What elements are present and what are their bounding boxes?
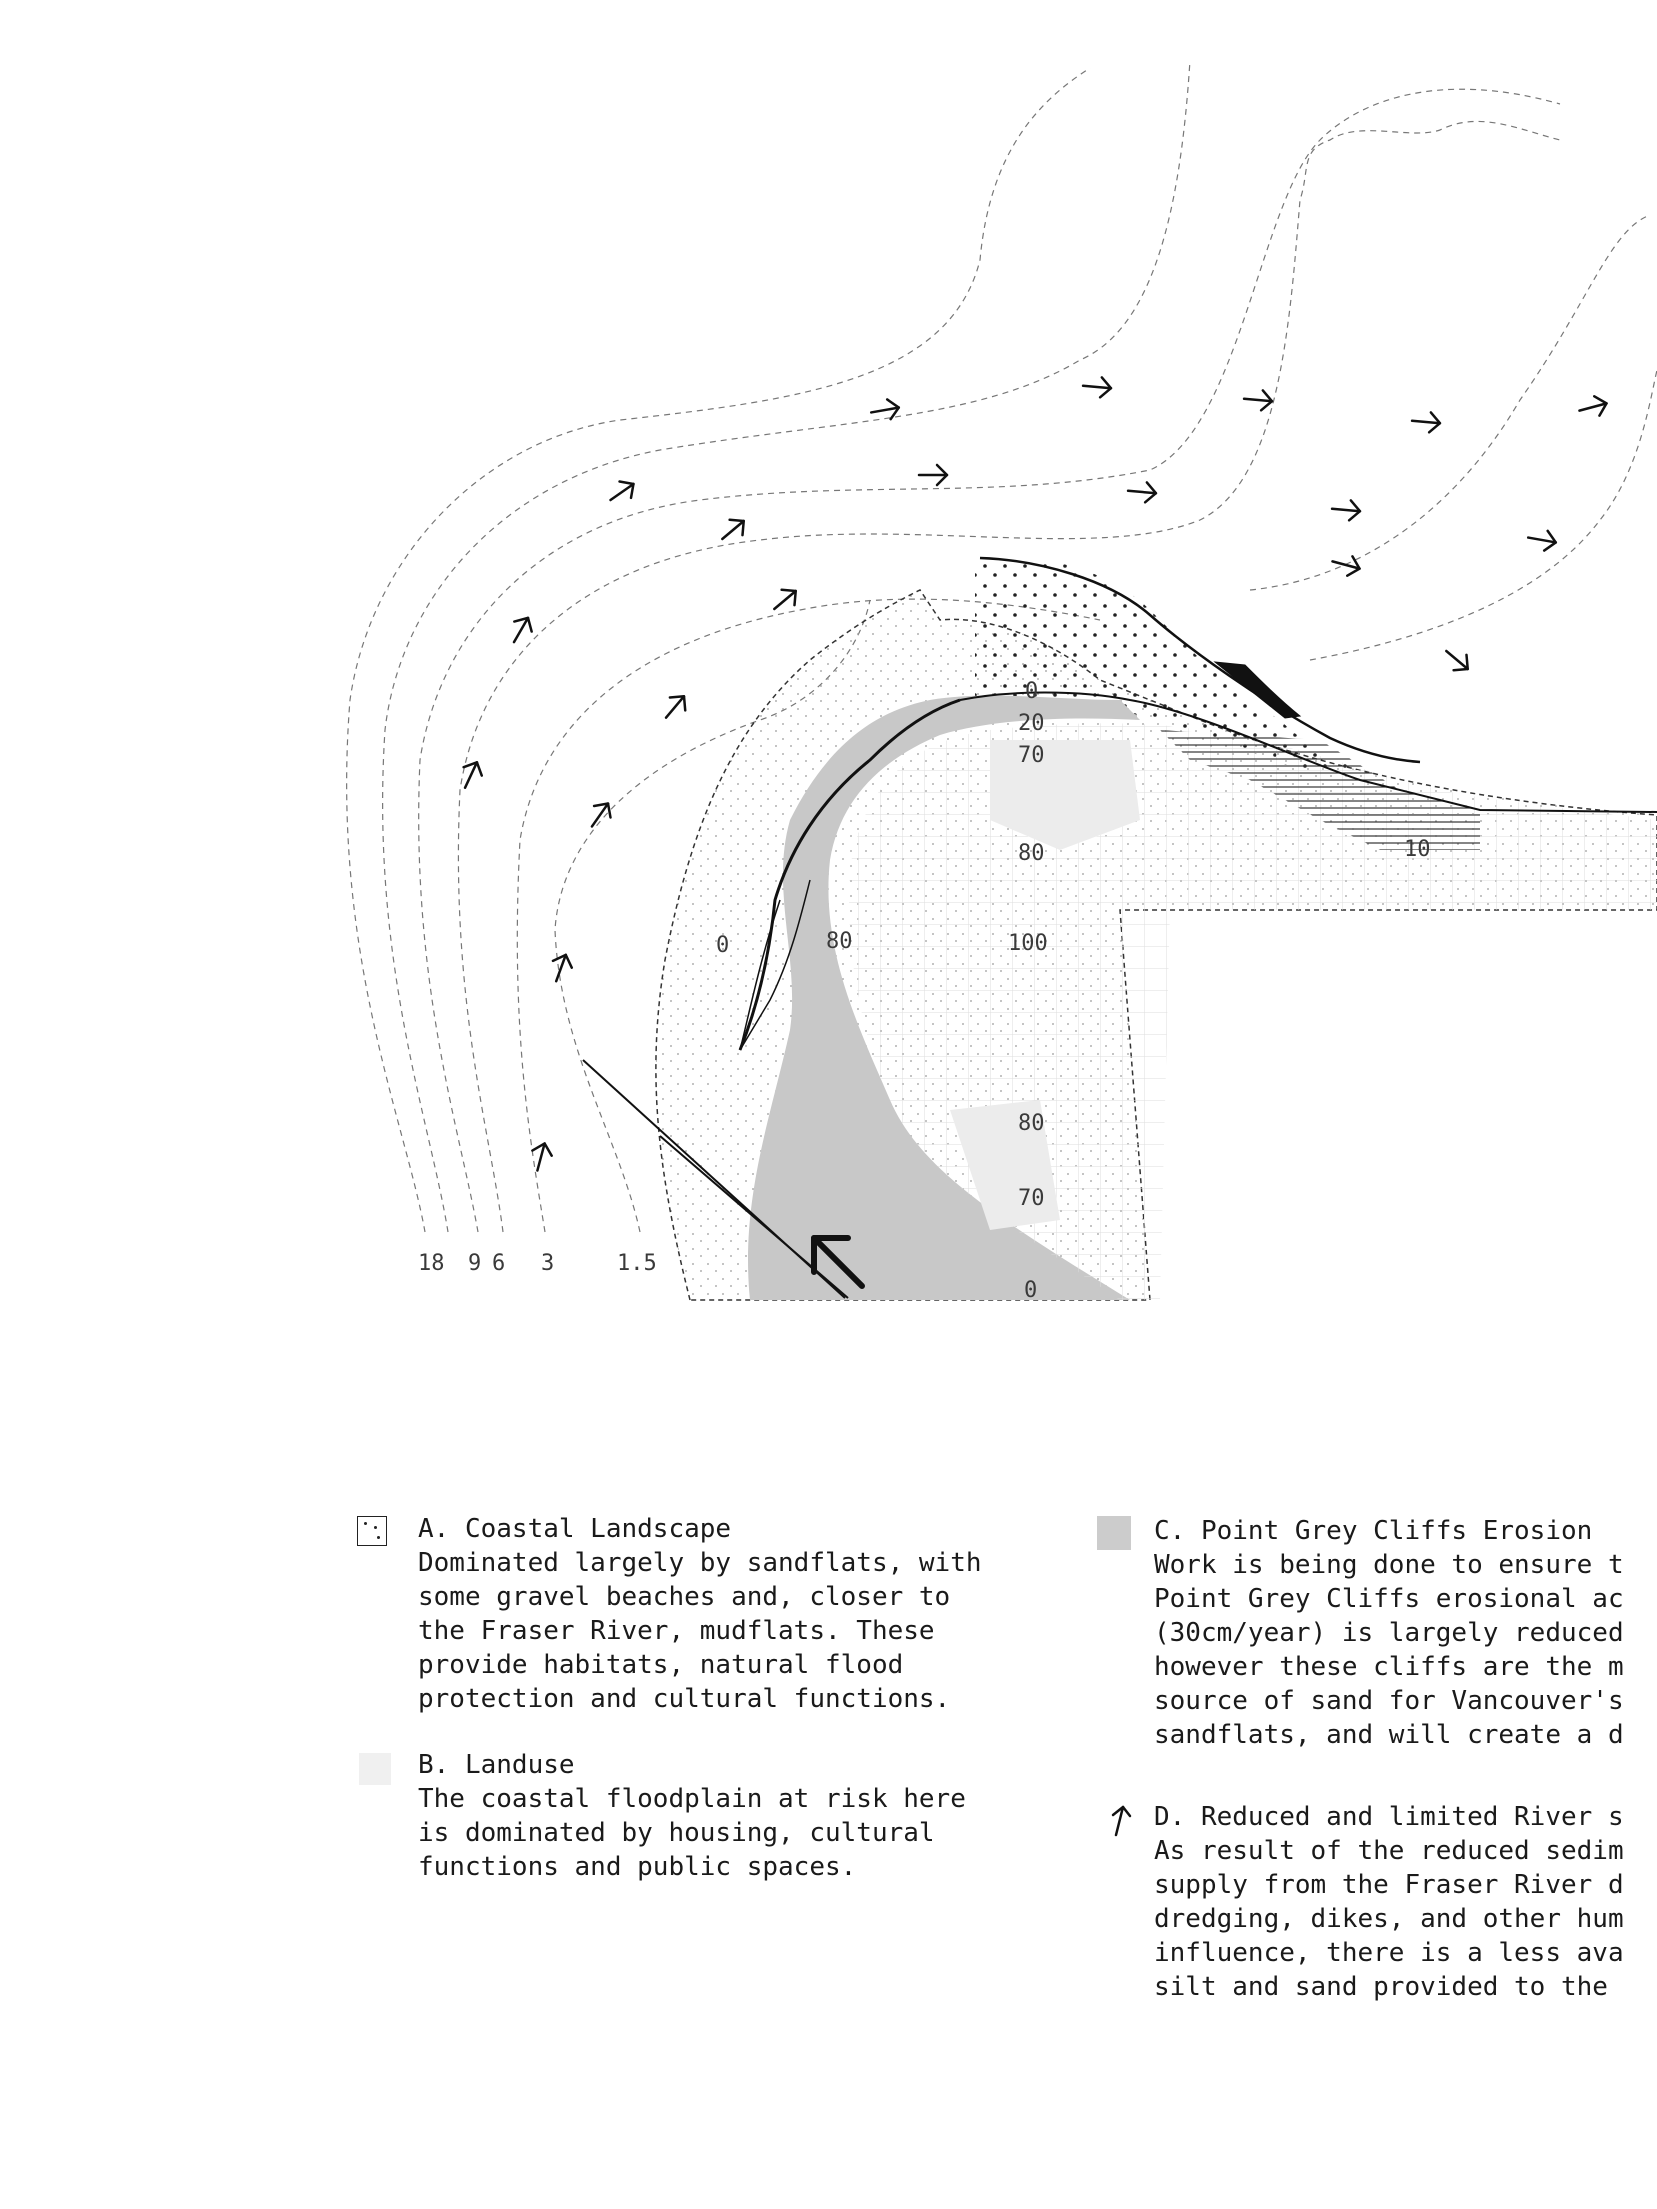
legend-item-cliff-erosion: [1154, 1514, 1624, 1752]
elevation-label: 100: [1008, 931, 1048, 956]
legend-title: C. Point Grey Cliffs Erosion: [1154, 1516, 1593, 1546]
elevation-label: 10: [1404, 837, 1431, 862]
elevation-label: 80: [826, 929, 853, 954]
current-arrow-icon: [1577, 394, 1609, 421]
current-arrow-icon: [1243, 389, 1273, 411]
dotted-square-icon: [357, 1516, 387, 1546]
depth-label: 18: [418, 1251, 445, 1276]
elevation-label: 0: [1025, 679, 1039, 704]
depth-label: 6: [492, 1251, 506, 1276]
current-arrow-icon: [547, 951, 575, 984]
elevation-label: 80: [1018, 1111, 1045, 1136]
elevation-label: 0: [1024, 1278, 1038, 1303]
grey-square-icon: [1097, 1516, 1131, 1550]
elevation-label: 80: [1018, 841, 1045, 866]
current-arrow-icon: [1526, 528, 1557, 553]
current-arrow-icon: [768, 583, 802, 616]
legend-body: As result of the reduced sedim supply from the Fraser River d dredging, dikes, and other hum influence, there is a less ava silt and sand provided to the: [1154, 1836, 1624, 2002]
current-arrow-icon: [1411, 411, 1441, 433]
legend-item-coastal-landscape: [418, 1512, 982, 1716]
current-arrow-icon: [1440, 643, 1474, 676]
depth-label: 3: [541, 1251, 555, 1276]
current-arrow-icon: [658, 690, 691, 724]
current-arrow-icon: [456, 758, 486, 792]
elevation-label: 0: [716, 933, 730, 958]
current-arrow-icon: [1331, 499, 1361, 521]
current-arrow-icon: [1082, 376, 1112, 398]
legend-title: B. Landuse: [418, 1750, 575, 1780]
depth-label: 1.5: [617, 1251, 657, 1276]
legend-body: Dominated largely by sandflats, with some gravel beaches and, closer to the Fraser River, mudflats. These provide habitats, natural flood protection and cultural functions.: [418, 1548, 982, 1714]
legend-body: The coastal floodplain at risk here is dominated by housing, cultural functions and public spaces.: [418, 1784, 966, 1882]
legend-title: D. Reduced and limited River s: [1154, 1802, 1624, 1832]
legend-title: A. Coastal Landscape: [418, 1514, 732, 1544]
legend-item-river-sediment: [1154, 1800, 1624, 2004]
legend-body: Work is being done to ensure t Point Grey Cliffs erosional ac (30cm/year) is largely reduced however these cliffs are the m source of sand for Vancouver's sandflats, and will create a d: [1154, 1550, 1624, 1750]
elevation-label: 70: [1018, 743, 1045, 768]
flow-arrow-icon: [1106, 1802, 1140, 1838]
light-grey-square-icon: [359, 1753, 391, 1785]
current-arrow-icon: [584, 798, 616, 832]
depth-label: 9: [468, 1251, 482, 1276]
current-arrow-icon: [1330, 552, 1362, 579]
current-arrow-icon: [528, 1141, 555, 1173]
legend-item-landuse: [418, 1748, 966, 1884]
legend: [0, 1500, 1657, 2060]
current-arrow-icon: [605, 476, 639, 508]
elevation-label: 20: [1018, 711, 1045, 736]
current-arrow-icon: [919, 465, 947, 485]
current-arrow-icon: [505, 613, 536, 647]
elevation-label: 70: [1018, 1186, 1045, 1211]
current-arrow-icon: [1127, 481, 1157, 503]
